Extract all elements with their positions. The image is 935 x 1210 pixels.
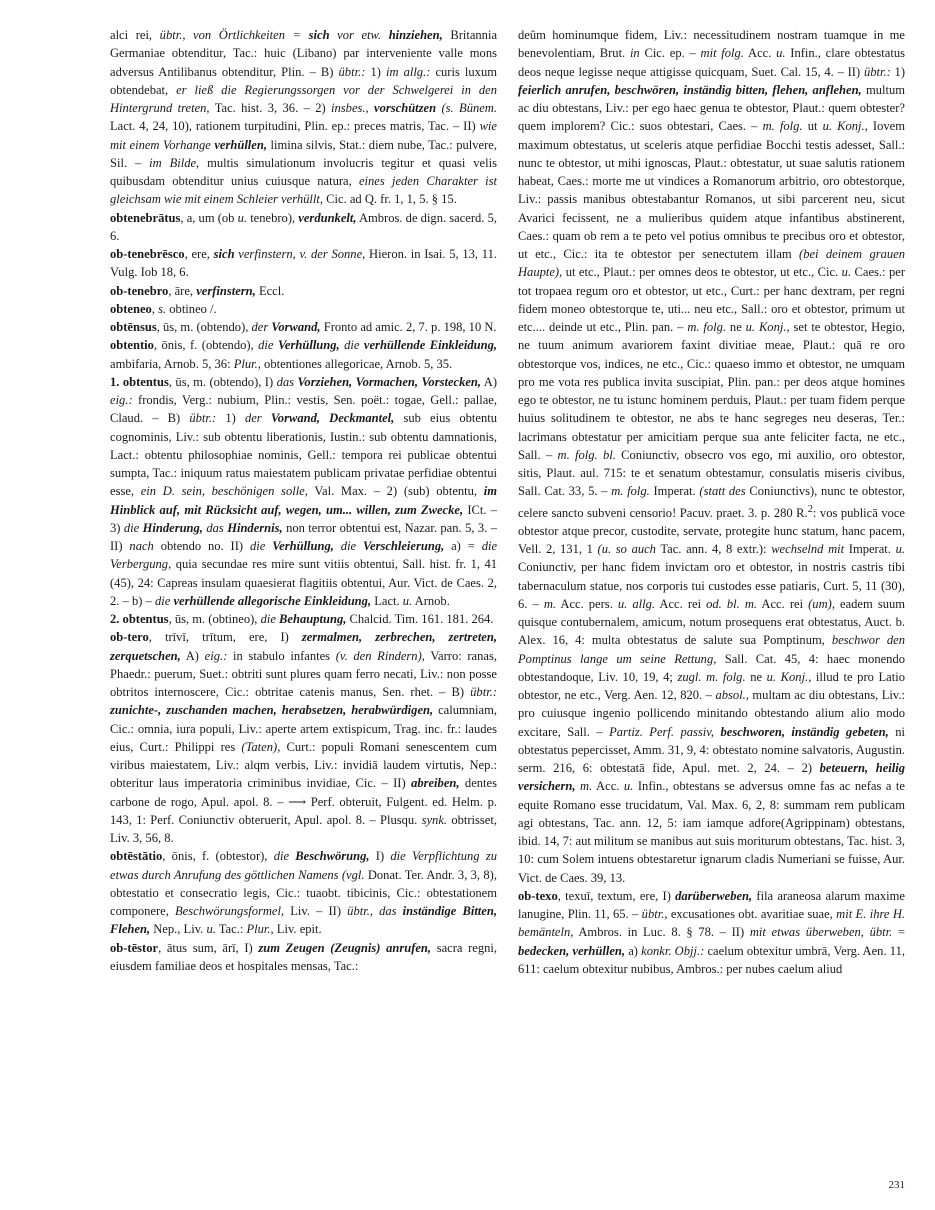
- entry-text: Nep., Liv.: [150, 922, 207, 937]
- entry-text: , ūs, m. (obtineo),: [168, 612, 261, 626]
- entry-text: ein D. sein, beschönigen solle,: [140, 484, 308, 499]
- entry-text: ne: [745, 669, 767, 684]
- entry-text: excusationes obt. avaritiae suae,: [667, 907, 837, 922]
- entry-text: sacra regni, eiusdem familiae deos et hospitales mensas, Tac.:: [110, 940, 497, 973]
- entry-text: die: [333, 539, 357, 553]
- meaning-text: verfinstern,: [196, 283, 256, 298]
- dictionary-entry: [518, 887, 905, 978]
- meaning-text: Verhüllung,: [273, 338, 340, 353]
- entry-text: in: [629, 46, 640, 61]
- entry-text: eadem suum quisque contubernalem, amicum, notum prosequens erat obtestatus, Auct. b. Alex. 16, 4: multa obtestatus de salute sua Pomptinum,: [518, 596, 906, 648]
- entry-text: übtr.:: [470, 685, 497, 699]
- headword: obtenebrātus: [110, 210, 181, 225]
- entry-text: obtrisset, Liv. 3, 56, 8.: [110, 812, 497, 845]
- entry-text: multam ac diu obtestans, Liv.: pro cuiusque ingenio pollicendo minitando obtestando alium alio modo excitare, Sall. –: [518, 688, 905, 739]
- meaning-text: abreiben,: [411, 776, 460, 791]
- entry-text: ne: [726, 320, 746, 334]
- headword: 1. obtentus: [110, 374, 169, 389]
- meaning-text: inständige Bitten, Flehen,: [110, 904, 497, 937]
- entry-text: u.: [895, 542, 905, 557]
- entry-text: Iovem maximum obtestatus, ut sceleris atque perfidiae Bocchi testis adesset, Sall.: nunc te obtestor, ut mihi ignoscas, Plaut.: obtestatur, ut suae salutis rationem habeat, Caes.: morte me ut vindices a Romanorum arbitrio, oro obtestorque, Liv.: passis manibus obtestabantur Romanos, ut sibi parcerent neu, sicut Avarici fecissent, ne a mulieribus quidem atque infantibus abstinerent, Caes.: quam ob rem a te peto vel potius omnibus te precibus oro et obtestor, ut etc., Cic.: ita te obtestor per senectutem illam: [518, 119, 905, 261]
- headword: obtentio: [110, 338, 154, 353]
- entry-text: Partiz. Perf. passiv,: [609, 724, 715, 739]
- entry-text: obtendo no. II): [153, 539, 250, 553]
- entry-text: 1): [216, 411, 245, 426]
- entry-text: (v. den Rindern),: [335, 648, 425, 663]
- entry-text: Lact. 4, 24, 10), rationem turpitudini, Plin. ep.: preces matris, Tac. – II): [110, 119, 480, 134]
- entry-text: m. folg. bl.: [557, 447, 616, 462]
- meaning-text: beschworen, inständig gebeten,: [714, 724, 889, 739]
- meaning-text: Hinderung,: [139, 520, 203, 535]
- dictionary-entry: [110, 26, 497, 209]
- entry-text: multum ac diu obtestans, Liv.: per ego haec genua te obtestor, Plaut.: quem obtester? quem implorem? Cic.: suos obtestari, Caes. –: [518, 82, 905, 134]
- entry-text: Infin., obtestans se adversus omne fas ac nefas a te equite Romano esse trucidatum, Val. Max. 6, 2, 8: summam rem publicam agi obtestans, Tac. ann. 12, 5: iam iamque adfore(Agrippinam) obtestans, ibid. 14, 7: aut militum se manibus aut suis moriturum obtestans, Tac. hist. 3, 10: cum Solem intuens obtestaretur ignarum cladis Numeriani se fuisse, Aur. Vict. de Caes. 39, 13.: [518, 779, 905, 885]
- dictionary-entry: [110, 628, 497, 847]
- entry-text: u. Konj.,: [822, 119, 868, 134]
- headword: obtēstātio: [110, 849, 163, 864]
- entry-text: Acc. rei: [757, 596, 809, 611]
- meaning-text: Behauptung,: [275, 612, 347, 626]
- entry-text: die: [260, 612, 276, 626]
- entry-text: curis luxum obtendebat,: [110, 64, 497, 97]
- entry-text: m. folg.: [762, 119, 803, 134]
- entry-text: Plur.,: [233, 356, 261, 371]
- entry-text: mit E. ihre H. bemänteln,: [518, 907, 906, 940]
- entry-text: nach: [129, 539, 154, 553]
- entry-text: beschwor den Pomptinus lange um seine Rettung,: [518, 633, 905, 666]
- entry-text: Arnob.: [412, 593, 450, 608]
- entry-text: Caes.: per tot tropaea regum oro et obtestor, ut etc., Curt.: per hanc dextram, per regni fidem moneo obtestorque te, uti... neu etc., Sall.: oro et obtestor, primum ut etc.... deinde ut etc., Plin. pan. –: [518, 265, 905, 334]
- entry-text: synk.: [421, 812, 448, 827]
- entry-text: übtr., das: [347, 904, 397, 918]
- entry-text: set te obtestor, Hegio, ne tuum animum avariorem faxint divitiae meae, Plaut.: quā re oro obtestorque vos, indices, ne etc., Cic.: quaeso immo et obtestor, ne umquam pro me vota res publica invita suscipiat, Plin. pan.: per deos atque homines ego te obtestor, ne tu istunc hominem perduis, Plaut.: per tuam fidem perque huius solitudinem te obtestor, ne abs te hanc segreges neu deseras, Ter.: lacrimans obtestatur per amicitiam perque sua ante feliciter facta, ne etc., Sall. –: [518, 320, 905, 462]
- entry-text: (Taten),: [241, 739, 281, 754]
- entry-text: ,: [151, 301, 159, 316]
- entry-text: (bei deinem grauen Haupte),: [518, 247, 905, 280]
- entry-text: s.: [158, 301, 167, 316]
- entry-text: Acc. rei: [655, 596, 707, 611]
- entry-text: limina silvis, Stat.: diem nube, Tac.: pulvere, Sil. –: [110, 137, 497, 170]
- entry-text: das: [276, 374, 295, 389]
- entry-text: übtr.:: [338, 64, 366, 79]
- entry-text: wie mit einem Vorhange: [110, 119, 497, 152]
- meaning-text: Verschleierung,: [356, 539, 445, 553]
- entry-text: Lact.: [371, 593, 403, 608]
- entry-text: , ōnis, f. (obtestor),: [162, 849, 274, 864]
- entry-text: Acc.: [743, 46, 777, 61]
- entry-text: , ātus sum, ārī, I): [158, 940, 259, 955]
- meaning-text: zum Zeugen (Zeugnis) anrufen,: [258, 940, 432, 955]
- meaning-text: verhüllende Einkleidung,: [359, 338, 497, 353]
- meaning-text: zunichte-, zuschanden machen, herabsetzen, herabwürdigen,: [110, 703, 434, 718]
- entry-text: eig.:: [204, 648, 228, 663]
- entry-text: , ōnis, f. (obtendo),: [153, 338, 259, 353]
- dictionary-entry: [110, 610, 497, 628]
- meaning-text: Vorziehen, Vormachen, Vorstecken,: [294, 374, 482, 389]
- meaning-text: im Hinblick auf, mit Rücksicht auf, wegen, um... willen, zum Zwecke,: [110, 484, 497, 517]
- entry-text: u.: [402, 593, 413, 608]
- headword: ob-tenebrēsco: [110, 247, 185, 261]
- headword: ob-tero: [110, 630, 149, 645]
- entry-text: Tac. ann. 4, 8 extr.):: [655, 542, 772, 557]
- entry-text: Hieron. in Isai. 5, 13, 11. Vulg. Iob 18, 6.: [110, 247, 497, 280]
- entry-text: deûm hominumque fidem, Liv.: necessitudinem nostram tuamque in me benevolentiam, Brut.: [518, 28, 905, 61]
- entry-text: Donat. Ter. Andr. 3, 3, 8), obtestatio et consecratio legis, Cic.: tuaobt. tibicinis, Cic.: obtestationem componere,: [110, 867, 497, 918]
- entry-text: im Bilde,: [149, 155, 200, 170]
- entry-text: übtr.,: [641, 907, 668, 922]
- meaning-text: Beschwörung,: [289, 849, 370, 864]
- meaning-text: sich: [308, 28, 330, 42]
- dictionary-entry: [110, 373, 497, 610]
- entry-text: insbes.,: [331, 101, 369, 115]
- entry-text: (s. Bünem.: [436, 101, 498, 115]
- entry-text: die: [258, 338, 274, 353]
- left-column: [110, 26, 497, 975]
- entry-text: Imperat.: [649, 484, 700, 499]
- entry-text: eines jeden Charakter ist gleichsam wie mit einem Schleier verhüllt,: [110, 174, 497, 207]
- dictionary-entry: [110, 939, 497, 976]
- headword: ob-tēstor: [110, 940, 159, 955]
- entry-text: das: [202, 520, 224, 535]
- entry-text: Britannia Germaniae obtenditur, Tac.: huic (Libano) par interveniente valle mons adversus Antilibanus obtenditur, Plin. – B): [110, 28, 498, 79]
- entry-text: m. folg.: [687, 320, 727, 334]
- entry-text: m.: [543, 596, 557, 611]
- entry-text: (statt des: [699, 484, 746, 499]
- entry-text: calumniam, Cic.: omnia, iura populi, Liv.: aperte artem extispicum, Trag. inc. fr.: laudes eius, Curt.: Philippi res: [110, 703, 497, 754]
- entry-text: ICt. – 3): [110, 502, 497, 535]
- entry-text: Tac.:: [215, 922, 247, 937]
- entry-text: , trīvī, trītum, ere, I): [148, 630, 302, 645]
- entry-text: Imperat.: [844, 542, 896, 557]
- entry-text: Liv. epit.: [273, 922, 322, 937]
- entry-text: der: [244, 411, 262, 426]
- meaning-text: beteuern, heilig versichern,: [518, 761, 905, 794]
- entry-text: (u. so auch: [597, 542, 656, 557]
- headword: obtēnsus: [110, 320, 157, 334]
- entry-text: u.: [623, 779, 634, 794]
- meaning-text: verhüllende allegorische Einkleidung,: [170, 593, 372, 608]
- dictionary-entry: [110, 336, 497, 373]
- meaning-text: sich: [213, 247, 235, 261]
- entry-text: Coniunctivs), nunc te obtestor, celere sancto subveni censorio! Pacuv. praet. 3. p. 280 R.: [518, 484, 905, 520]
- headword: obteneo: [110, 301, 152, 316]
- entry-text: obtineo /.: [166, 301, 217, 316]
- entry-text: Infin., clare obtestatus deos neque legisse neque attigisse quicquam, Suet. Cal. 15, 4. – II): [518, 46, 905, 79]
- entry-text: Sall. Cat. 45, 4: haec monendo obtestandoque, Liv. 10, 19, 4;: [518, 651, 905, 684]
- entry-text: übtr.:: [189, 411, 217, 426]
- entry-text: konkr. Objj.:: [641, 943, 705, 958]
- entry-text: verfinstern, v. der Sonne,: [234, 247, 366, 261]
- entry-text: a): [625, 943, 642, 958]
- dictionary-entry: [110, 318, 497, 336]
- entry-text: ni obtestatus pepercisset, Amm. 31, 9, 4: obtestato nomine salvatoris, Augustin. serm. 216, 6: obtestatā fide, Apul. met. 2, 24. – 2): [518, 724, 905, 776]
- meaning-text: verhüllen,: [214, 137, 267, 152]
- dictionary-entry: [110, 245, 497, 282]
- entry-text: mit folg.: [700, 46, 744, 61]
- entry-text: a) =: [444, 539, 482, 553]
- entry-text: Curt.: populi Romani senescentem cum viribus maiestatem, Liv.: alqm verbis, Liv.: invidiā laudem virtutis, Nep.: obteritur laus imperatoria criminibus invidiae, Cic. – II): [110, 739, 497, 791]
- entry-text: ut: [802, 119, 823, 134]
- entry-text: alci rei,: [110, 28, 160, 42]
- dictionary-entry: [110, 282, 497, 300]
- entry-text: vor etw.: [329, 28, 389, 42]
- entry-text: absol.,: [715, 688, 749, 703]
- headword: 2. obtentus: [110, 612, 169, 626]
- entry-text: übtr.:: [863, 64, 891, 79]
- entry-text: die: [123, 520, 140, 535]
- entry-text: Tac. hist. 3, 36. – 2): [209, 101, 332, 115]
- entry-text: illud te pro Latio obtestor, ne etc., Verg. Aen. 12, 820. –: [518, 669, 905, 703]
- entry-text: zugl. m. folg.: [677, 669, 746, 684]
- meaning-text: Vorwand, Deckmantel,: [261, 411, 395, 426]
- entry-text: A): [180, 648, 205, 663]
- entry-text: Eccl.: [255, 283, 285, 298]
- entry-text: mit etwas überweben, übtr.: [749, 925, 893, 940]
- entry-text: Chalcid. Tim. 161. 181. 264.: [346, 612, 494, 626]
- dictionary-entry: [110, 300, 497, 318]
- entry-text: im allg.:: [385, 64, 431, 79]
- entry-text: Fronto ad amic. 2, 7. p. 198, 10 N.: [320, 320, 497, 334]
- entry-text: u. Konj.,: [766, 669, 812, 684]
- entry-text: in stabulo infantes: [227, 648, 336, 663]
- meaning-text: Hindernis,: [223, 520, 283, 535]
- entry-text: , texuī, textum, ere, I): [557, 888, 676, 903]
- entry-text: (um),: [808, 596, 835, 611]
- entry-text: caelum obtexitur umbrā, Verg. Aen. 11, 611: caelum obtexitur nubibus, Ambros.: per nubes caelum aliud: [518, 943, 905, 976]
- entry-text: dentes carbone de rogo, Apul. apol. 8. – ⟶ Perf. obteruit, Fulgent. ed. Helm. p. 143, 1: Perf. Coniunctiv obteruerit, Apul. apol. 8. – Plusqu.: [110, 776, 497, 827]
- entry-text: 2: [807, 503, 813, 515]
- entry-text: der: [251, 320, 269, 334]
- headword: ob-tenebro: [110, 283, 169, 298]
- entry-text: u. Konj.,: [745, 320, 790, 334]
- entry-text: 1): [365, 64, 386, 79]
- meaning-text: verdunkelt,: [298, 210, 357, 225]
- entry-text: u.: [841, 265, 852, 280]
- meaning-text: hinziehen,: [388, 28, 443, 42]
- entry-text: m. folg.: [611, 484, 650, 499]
- entry-text: A): [481, 374, 498, 389]
- entry-text: Plur.,: [246, 922, 274, 937]
- entry-text: er ließ die Regierungssorgen vor der Schwelgerei in den Hintergrund treten,: [110, 82, 497, 115]
- entry-text: Ambros. in Luc. 8. § 78. – II): [573, 925, 750, 940]
- entry-text: Cic. ep. –: [639, 46, 701, 61]
- entry-text: Coniunctiv, per hanc fidem invictam oro et obtestor, in nostris castris tibi tabernaculum statue, nos corporis tui custodes esse patiaris, Curt. 5, 11 (30), 6. –: [518, 560, 905, 611]
- entry-text: non terror obtentui est, Nazar. pan. 5, 3. – II): [110, 520, 497, 553]
- entry-text: Liv. – II): [284, 904, 348, 918]
- entry-text: , ere,: [184, 247, 214, 261]
- dictionary-entry: [518, 26, 905, 887]
- entry-text: Val. Max. – 2) (sub) obtentu,: [307, 484, 484, 499]
- meaning-text: bedecken, verhüllen,: [518, 943, 626, 958]
- entry-text: multis simulationum involucris tegitur et quasi velis quibusdam obtenditur unius cuiusque natura,: [110, 155, 497, 188]
- entry-text: : vos publicā voce obtestor atque precor, custodite, servate, protegite hunc statum, hanc pacem, Vell. 2, 131, 1: [518, 505, 905, 557]
- entry-text: übtr., von Örtlichkeiten =: [159, 28, 309, 42]
- entry-text: die Verbergung,: [110, 539, 498, 572]
- entry-text: u. allg.: [617, 596, 656, 611]
- entry-text: die: [154, 593, 171, 608]
- entry-text: Varro: ranas, Phaedr.: puerum, Suet.: obtriti sunt plures quam ferro necati, Liv.: non posse obtritos internoscere, Cic.: obtritae catenis manus, Sen. rhet. – B): [110, 648, 497, 699]
- entry-text: die Verpflichtung zu etwas durch Anrufung des göttlichen Namens (vgl.: [110, 849, 497, 882]
- entry-text: tenebro),: [247, 210, 299, 225]
- entry-text: 1): [890, 64, 906, 79]
- entry-text: , ūs, m. (obtendo), I): [168, 374, 277, 389]
- entry-text: Ambros. de dign. sacerd. 5, 6.: [110, 210, 498, 243]
- entry-text: sub eius obtentu cognominis, Liv.: sub obtentu liberationis, Iustin.: sub obtentu damnationis, Lact.: obtentu philosophiae nominis, Gell.: tempora rei publicae obtentui sumpta, Tac.: iniquum ratus maiestatem publicam privatae perfidiae obtentui esse,: [110, 411, 497, 499]
- entry-text: Beschwörungsformel,: [175, 904, 285, 918]
- entry-text: fila araneosa alarum maxime lanugine, Plin. 11, 65. –: [518, 888, 905, 922]
- entry-text: Acc. pers.: [556, 596, 618, 611]
- entry-text: Acc.: [592, 779, 624, 794]
- entry-text: wechselnd mit: [771, 542, 845, 557]
- entry-text: ut etc., Plaut.: per omnes deos te obtestor, ut etc., Cic.: [562, 265, 842, 280]
- headword: ob-texo: [518, 888, 558, 903]
- meaning-text: Vorwand,: [268, 320, 321, 334]
- meaning-text: Verhüllung,: [265, 539, 334, 553]
- entry-text: u.: [206, 922, 216, 937]
- entry-text: , āre,: [168, 283, 197, 298]
- entry-text: =: [892, 925, 906, 940]
- entry-text: quia secundae res mire sunt vitiis obtentui, Sall. hist. fr. 1, 41 (45), 24: Capreas insulam quaesierat flagitiis obtentui, Aur. Vict. de Caes. 2, 2. – b) –: [110, 557, 497, 608]
- right-column: [518, 26, 905, 978]
- entry-text: , a, um (ob: [180, 210, 238, 225]
- entry-text: die: [339, 338, 360, 353]
- page-number: 231: [888, 1179, 905, 1191]
- entry-text: ambifaria, Arnob. 5, 36:: [110, 356, 234, 371]
- dictionary-entry: [110, 209, 497, 246]
- entry-text: I): [369, 849, 391, 864]
- dictionary-entry: [110, 847, 497, 938]
- meaning-text: darüberweben,: [675, 888, 753, 903]
- entry-text: die: [273, 849, 290, 864]
- entry-text: die: [249, 539, 266, 553]
- meaning-text: vorschützen: [368, 101, 437, 115]
- entry-text: u.: [237, 210, 248, 225]
- entry-text: obtentiones allegoricae, Arnob. 5, 35.: [260, 356, 453, 371]
- entry-text: eig.:: [110, 393, 133, 407]
- entry-text: , ūs, m. (obtendo),: [156, 320, 252, 334]
- meaning-text: zermalmen, zerbrechen, zertreten, zerquetschen,: [110, 630, 497, 663]
- entry-text: Cic. ad Q. fr. 1, 1, 5. § 15.: [323, 192, 457, 207]
- entry-text: od. bl. m.: [706, 596, 758, 611]
- entry-text: Coniunctiv, obsecro vos ego, mi auxilio, oro obtestor, sitis, Plaut. aul. 715: te et senatum obtestamur, consulatis miseris civibus, Sall. Cat. 33, 5. –: [518, 447, 905, 499]
- entry-text: u.: [776, 46, 786, 61]
- meaning-text: feierlich anrufen, beschwören, inständig bitten, flehen, anflehen,: [518, 82, 862, 97]
- entry-text: frondis, Verg.: nubium, Plin.: vestis, Sen. poët.: togae, Gell.: pallae, Claud. – B): [110, 393, 497, 426]
- entry-text: m.: [575, 779, 593, 794]
